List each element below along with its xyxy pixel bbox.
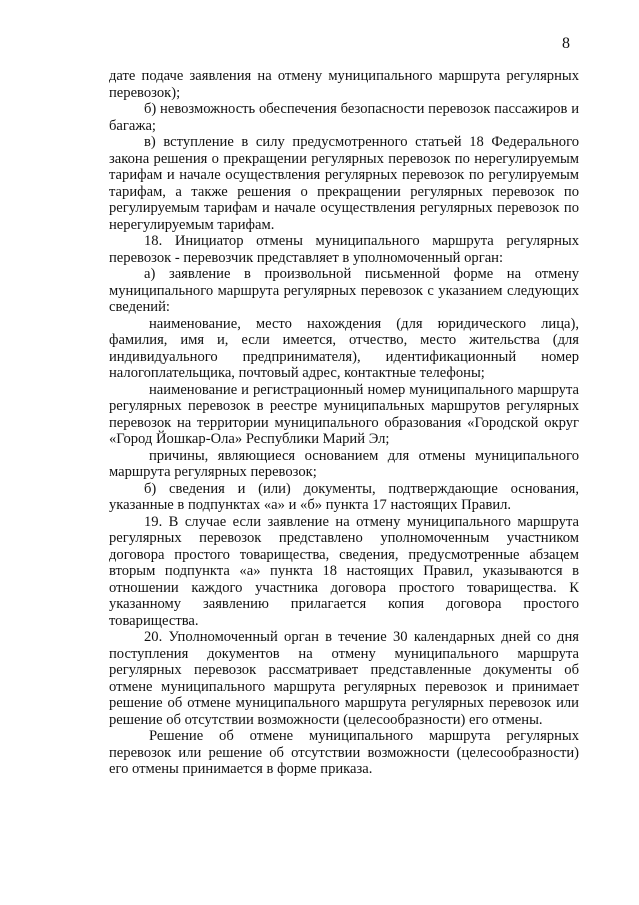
paragraph-18-reasons: причины, являющиеся основанием для отмены муниципального маршрута регулярных перевозок; bbox=[109, 447, 579, 480]
paragraph-18-item-a: а) заявление в произвольной письменной форме на отмену муниципального маршрута регулярных перевозок с указанием следующих сведений: bbox=[109, 266, 579, 315]
paragraph-18-item-b: б) сведения и (или) документы, подтверждающие основания, указанные в подпунктах «а» и «б» пункта 17 настоящих Правил. bbox=[109, 480, 579, 513]
paragraph-18-route-info: наименование и регистрационный номер муниципального маршрута регулярных перевозок в реестре муниципальных маршрутов регулярных перевозок на территории муниципального образования «Городской округ «Город Йошкар-Ола» Республики Марий Эл; bbox=[109, 381, 579, 447]
page-number: 8 bbox=[562, 35, 570, 52]
paragraph-decision: Решение об отмене муниципального маршрута регулярных перевозок или решение об отсутствии возможности (целесообразности) его отмены принимается в форме приказа. bbox=[109, 728, 579, 777]
paragraph-continuation: дате подаче заявления на отмену муниципального маршрута регулярных перевозок); bbox=[109, 68, 579, 101]
paragraph-item-b: б) невозможность обеспечения безопасности перевозок пассажиров и багажа; bbox=[109, 101, 579, 134]
paragraph-20: 20. Уполномоченный орган в течение 30 календарных дней со дня поступления документов на отмену муниципального маршрута регулярных перевозок рассматривает представленные документы об отмене муниципального маршрута регулярных перевозок и принимает решение об отмене муниципального маршрута регулярных перевозок или решение об отсутствии возможности (целесообразности) его отмены. bbox=[109, 629, 579, 728]
paragraph-19: 19. В случае если заявление на отмену муниципального маршрута регулярных перевозок представлено уполномоченным участником договора простого товарищества, сведения, предусмотренные абзацем вторым подпункта «а» пункта 18 настоящих Правил, указываются в отношении каждого участника договора простого товарищества. К указанному заявлению прилагается копия договора простого товарищества. bbox=[109, 513, 579, 629]
paragraph-18-applicant-info: наименование, место нахождения (для юридического лица), фамилия, имя и, если имеется, отчество, место жительства (для индивидуального предпринимателя), идентификационный номер налогоплательщика, почтовый адрес, контактные телефоны; bbox=[109, 315, 579, 381]
paragraph-item-v: в) вступление в силу предусмотренного статьей 18 Федерального закона решения о прекращении регулярных перевозок по нерегулируемым тарифам и начале осуществления регулярных перевозок по регулируемым тарифам, а также решения о прекращении регулярных перевозок по регулируемым тарифам и начале осуществления регулярных перевозок по нерегулируемым тарифам. bbox=[109, 134, 579, 233]
paragraph-18: 18. Инициатор отмены муниципального маршрута регулярных перевозок - перевозчик представляет в уполномоченный орган: bbox=[109, 233, 579, 266]
document-body bbox=[109, 68, 579, 778]
